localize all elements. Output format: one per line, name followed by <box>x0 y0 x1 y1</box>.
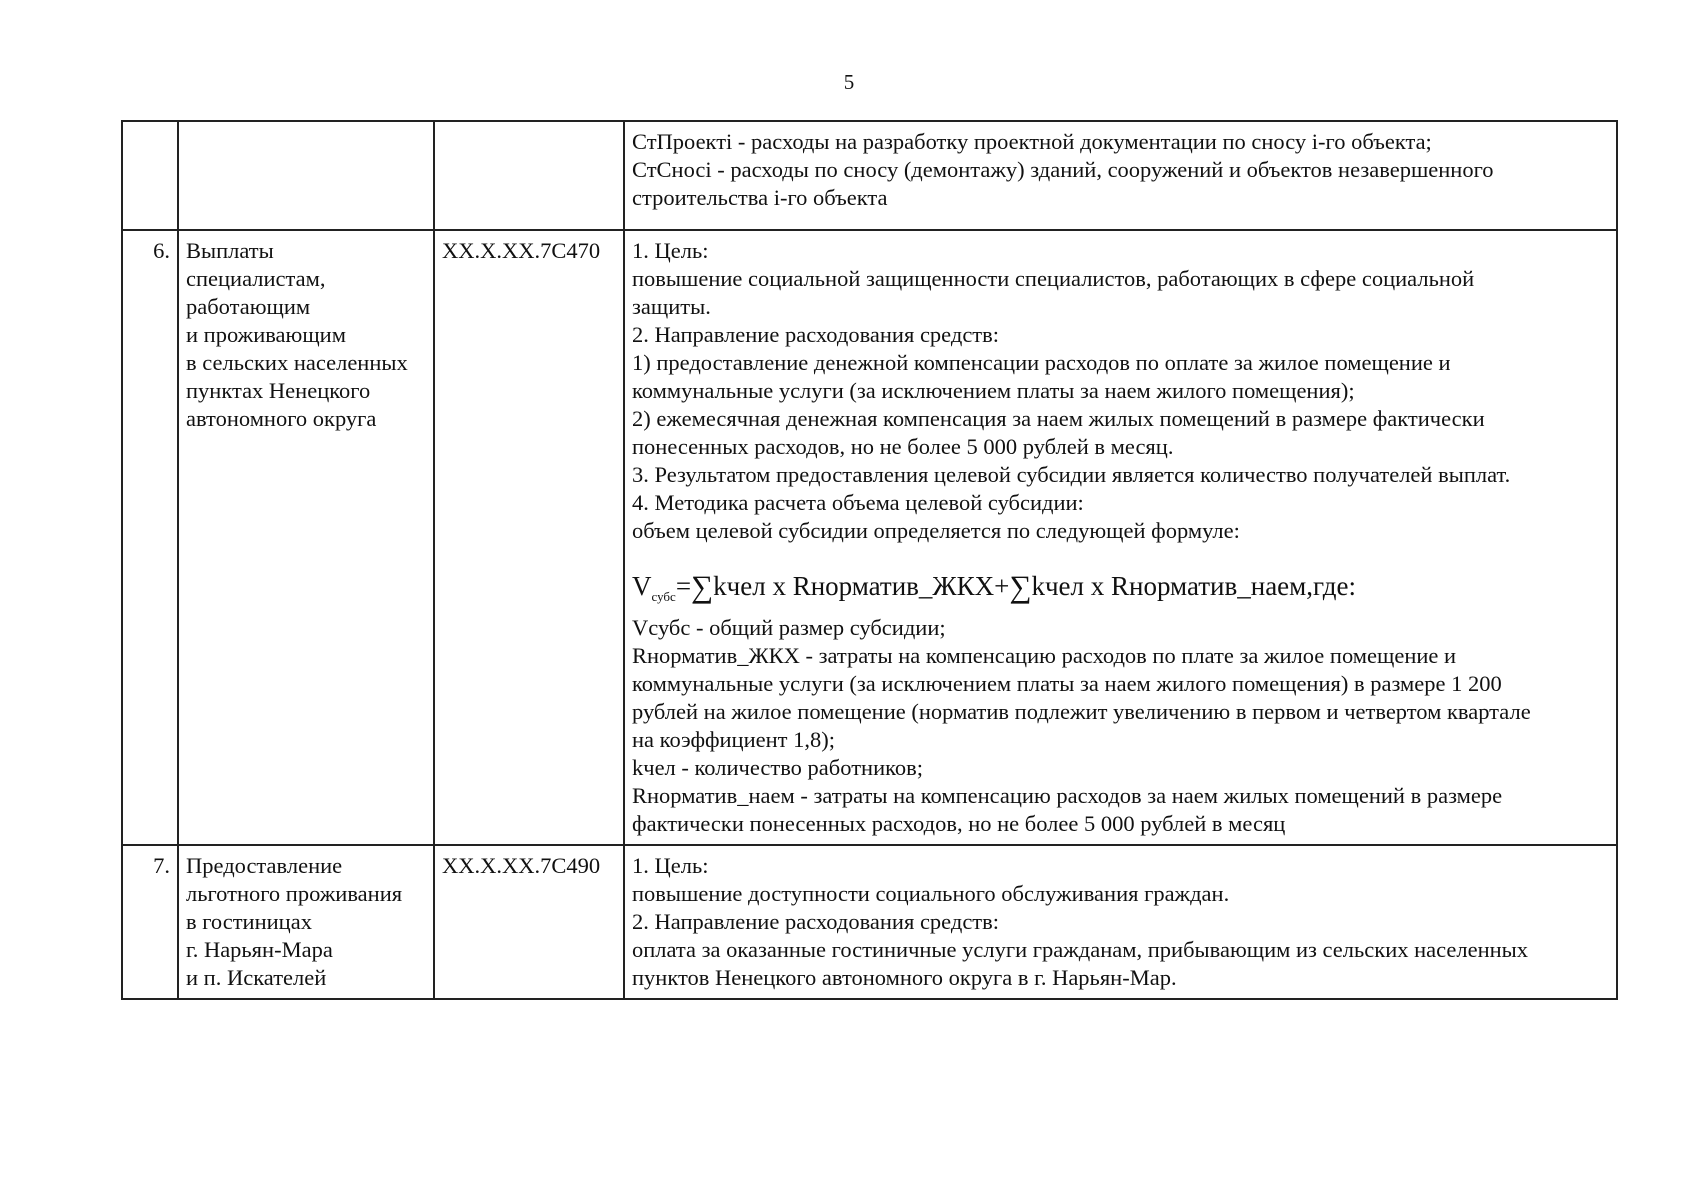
row-name-line: пунктах Ненецкого <box>186 378 371 403</box>
description-line: 3. Результатом предоставления целевой субсидии является количество получателей выплат. <box>632 462 1511 487</box>
formula-v: V <box>632 571 652 601</box>
row-name-line: г. Нарьян-Мара <box>186 937 333 962</box>
formula-term-1: kчел x Rнорматив_ЖКХ+ <box>713 571 1010 601</box>
description-line: 1. Цель: <box>632 238 709 263</box>
formula-v-subscript: субс <box>651 589 676 604</box>
row-name-line: и проживающим <box>186 322 346 347</box>
row-code: XX.X.XX.7С490 <box>434 845 624 999</box>
description-line: 1. Цель: <box>632 853 709 878</box>
description-line: оплата за оказанные гостиничные услуги гражданам, прибывающим из сельских населенных <box>632 937 1529 962</box>
expenditure-table <box>121 120 1618 1000</box>
row-name-line: работающим <box>186 294 311 319</box>
row-name-line: специалистам, <box>186 266 326 291</box>
row-name-line: льготного проживания <box>186 881 403 906</box>
description-line: понесенных расходов, но не более 5 000 рублей в месяц. <box>632 434 1174 459</box>
description-line: kчел - количество работников; <box>632 755 924 780</box>
row-name-line: и п. Искателей <box>186 965 327 990</box>
table-row-continuation <box>122 121 1617 230</box>
row-name-cell <box>178 845 434 999</box>
formula-equals: = <box>675 571 692 601</box>
description-line: на коэффициент 1,8); <box>632 727 835 752</box>
page-number: 5 <box>843 70 855 94</box>
description-line: фактически понесенных расходов, но не более 5 000 рублей в месяц <box>632 811 1286 836</box>
description-line: Rнорматив_наем - затраты на компенсацию расходов за наем жилых помещений в размере <box>632 783 1503 808</box>
description-line: пунктов Ненецкого автономного округа в г. Нарьян-Мар. <box>632 965 1177 990</box>
description-line: объем целевой субсидии определяется по следующей формуле: <box>632 518 1240 543</box>
description-line: 2. Направление расходования средств: <box>632 322 1000 347</box>
row-number-cell <box>122 121 178 230</box>
row-name-line: в сельских населенных <box>186 350 408 375</box>
description-line: СтСносi - расходы по сносу (демонтажу) зданий, сооружений и объектов незавершенного <box>632 157 1494 182</box>
description-line: коммунальные услуги (за исключением платы за наем жилого помещения) в размере 1 200 <box>632 671 1502 696</box>
row-description-cell <box>624 121 1617 230</box>
sum-symbol: ∑ <box>1009 569 1032 604</box>
description-line: 2) ежемесячная денежная компенсация за наем жилых помещений в размере фактически <box>632 406 1485 431</box>
row-number: 7. <box>122 845 178 999</box>
row-description-cell <box>624 230 1617 845</box>
description-line: 2. Направление расходования средств: <box>632 909 1000 934</box>
description-line: защиты. <box>632 294 711 319</box>
description-line: Vсубс - общий размер субсидии; <box>632 615 946 640</box>
description-line: рублей на жилое помещение (норматив подлежит увеличению в первом и четвертом квартале <box>632 699 1531 724</box>
description-line: повышение доступности социального обслуживания граждан. <box>632 881 1230 906</box>
description-line: 1) предоставление денежной компенсации расходов по оплате за жилое помещение и <box>632 350 1451 375</box>
row-name-line: автономного округа <box>186 406 377 431</box>
description-line: строительства i-го объекта <box>632 185 888 210</box>
row-description-cell <box>624 845 1617 999</box>
row-name-line: Предоставление <box>186 853 343 878</box>
table-row-item-7 <box>122 845 1617 999</box>
row-name-cell <box>178 121 434 230</box>
formula-term-2: kчел x Rнорматив_наем,где: <box>1031 571 1356 601</box>
row-name-line: Выплаты <box>186 238 274 263</box>
description-line: 4. Методика расчета объема целевой субсидии: <box>632 490 1084 515</box>
description-line: коммунальные услуги (за исключением платы за наем жилого помещения); <box>632 378 1355 403</box>
description-line: СтПроектi - расходы на разработку проектной документации по сносу i-го объекта; <box>632 129 1432 154</box>
row-name-line: в гостиницах <box>186 909 312 934</box>
row-code: XX.X.XX.7С470 <box>434 230 624 845</box>
description-line: Rнорматив_ЖКХ - затраты на компенсацию расходов по плате за жилое помещение и <box>632 643 1457 668</box>
row-number: 6. <box>122 230 178 845</box>
description-line: повышение социальной защищенности специалистов, работающих в сфере социальной <box>632 266 1475 291</box>
row-code-cell <box>434 121 624 230</box>
sum-symbol: ∑ <box>691 569 714 604</box>
subsidy-formula <box>632 569 1609 614</box>
row-name-cell <box>178 230 434 845</box>
table-row-item-6 <box>122 230 1617 845</box>
